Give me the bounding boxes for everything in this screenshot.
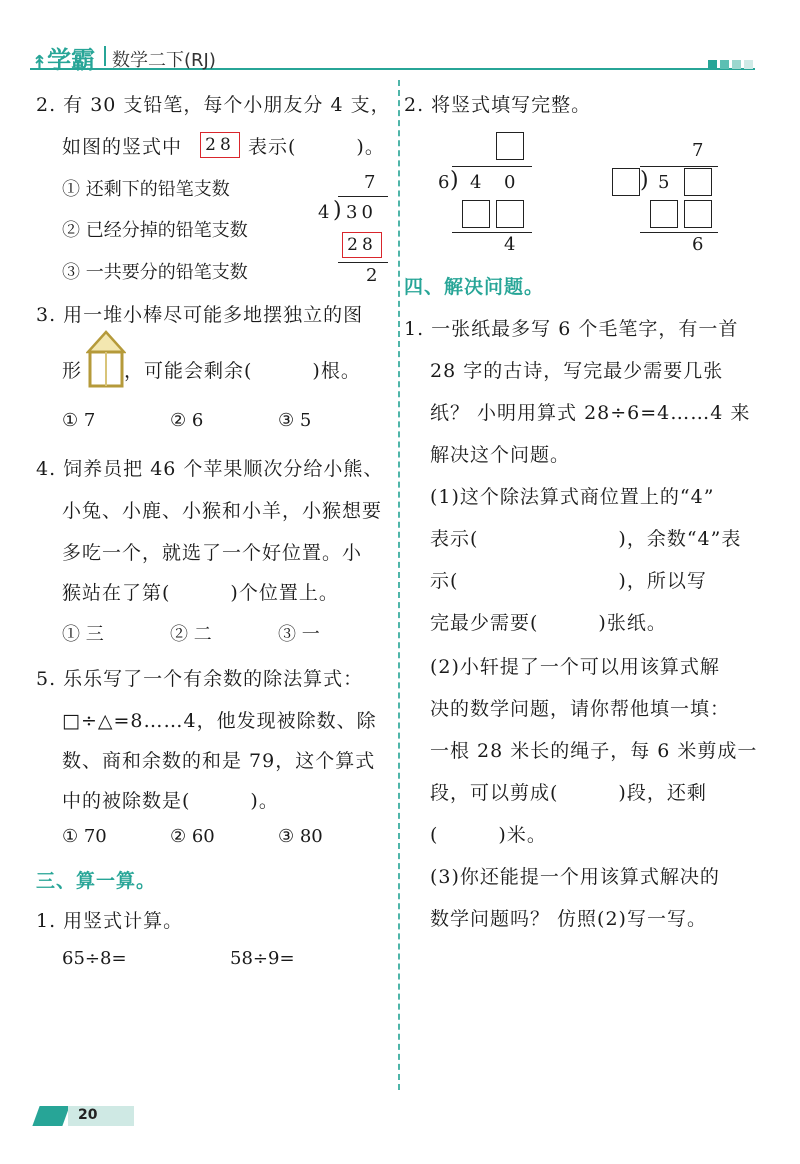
section-3-title: 三、算一算。	[36, 870, 157, 892]
right-q1-p2-line2: 决的数学问题，请你帮他填一填：	[430, 698, 731, 720]
left-q5-option-3: ③ 80	[278, 826, 323, 847]
div1-bracket: )	[450, 168, 459, 193]
div1-quotient-box[interactable]	[496, 132, 524, 160]
div-product-box: 28	[342, 232, 382, 258]
pencil-icon	[32, 1106, 69, 1126]
right-q1-p2-line4: 段，可以剪成( )段，还剩	[430, 782, 707, 804]
right-q1-line3: 纸？ 小明用算式 28÷6=4……4 来	[430, 402, 751, 424]
square-4	[744, 60, 753, 69]
div-bar	[338, 196, 388, 197]
div2-divisor-box[interactable]	[612, 168, 640, 196]
div2-quotient: 7	[692, 140, 704, 161]
square-1	[708, 60, 717, 69]
div2-remainder: 6	[692, 234, 704, 255]
div-dividend: 30	[346, 202, 377, 223]
left-q2-option-1: ① 还剩下的铅笔支数	[62, 179, 230, 200]
right-q1-p2-line5: ( )米。	[430, 824, 547, 846]
column-divider	[398, 80, 400, 1090]
div2-product-box-2[interactable]	[684, 200, 712, 228]
div1-dividend-b: 0	[504, 172, 516, 193]
left-q4-option-2: ② 二	[170, 624, 212, 645]
div-bracket: )	[333, 198, 342, 223]
brand-divider	[104, 46, 106, 66]
left-q2-option-2: ② 已经分掉的铅笔支数	[62, 220, 248, 241]
left-q3-line2-post: ，可能会剩余( )根。	[124, 360, 361, 382]
left-q3-option-1: ① 7	[62, 410, 96, 431]
left-q5-line4: 中的被除数是( )。	[62, 790, 279, 812]
left-q5-line2: □÷△=8……4，他发现被除数、除	[62, 710, 377, 732]
div1-dividend-a: 4	[470, 172, 482, 193]
right-q1-p1-line3: 示( )，所以写	[430, 570, 707, 592]
div2-bar	[640, 166, 718, 167]
expr-65-div-8: 65÷8=	[62, 948, 127, 969]
div-remainder: 2	[366, 265, 378, 286]
right-q1-line4: 解决这个问题。	[430, 444, 571, 466]
div1-bar	[452, 166, 532, 167]
right-q1-p1-line4: 完最少需要( )张纸。	[430, 612, 667, 634]
div1-remainder: 4	[504, 234, 516, 255]
div-line-2	[338, 262, 388, 263]
square-3	[732, 60, 741, 69]
left-q5-option-2: ② 60	[170, 826, 215, 847]
div-divisor: 4	[318, 202, 330, 223]
left-q2-line2-pre: 如图的竖式中	[62, 136, 183, 158]
square-2	[720, 60, 729, 69]
header	[0, 0, 800, 80]
section-4-title: 四、解决问题。	[404, 276, 545, 298]
left-q2-line1: 2. 有 30 支铅笔，每个小朋友分 4 支，	[36, 94, 391, 116]
div2-product-box-1[interactable]	[650, 200, 678, 228]
book-title: 数学二下(RJ)	[112, 50, 216, 71]
div2-dividend-box[interactable]	[684, 168, 712, 196]
div2-dividend-a: 5	[658, 172, 670, 193]
right-q1-p2-line3: 一根 28 米长的绳子，每 6 米剪成一	[430, 740, 758, 762]
left-q5-line3: 数、商和余数的和是 79，这个算式	[62, 750, 376, 772]
left-q3-option-2: ② 6	[170, 410, 204, 431]
left-q5-option-1: ① 70	[62, 826, 107, 847]
left-q4-line4: 猴站在了第( )个位置上。	[62, 582, 339, 604]
right-q2-title: 2. 将竖式填写完整。	[404, 94, 592, 116]
div1-line-2	[452, 232, 532, 233]
expr-58-div-9: 58÷9=	[230, 948, 295, 969]
left-q4-option-3: ③ 一	[278, 624, 320, 645]
left-q5-line1: 5. 乐乐写了一个有余数的除法算式：	[36, 668, 364, 690]
left-q4-line2: 小兔、小鹿、小猴和小羊，小猴想要	[62, 500, 383, 522]
left-q4-line3: 多吃一个，就选了一个好位置。小	[62, 542, 363, 564]
left-q2-line2-post: 表示( )。	[248, 136, 385, 158]
right-q1-p1-line1: (1)这个除法算式商位置上的“4”	[430, 486, 715, 508]
header-squares	[708, 54, 753, 73]
highlight-box-28: 28	[200, 132, 240, 158]
right-q1-p3-line1: (3)你还能提一个用该算式解决的	[430, 866, 720, 888]
div1-product-box-2[interactable]	[496, 200, 524, 228]
div2-line-2	[640, 232, 718, 233]
left-q3-line1: 3. 用一堆小棒尽可能多地摆独立的图	[36, 304, 364, 326]
left-q3-line2-pre: 形	[62, 360, 83, 382]
right-q1-p3-line2: 数学问题吗？ 仿照(2)写一写。	[430, 908, 707, 930]
stick-house-figure	[86, 330, 126, 392]
brand-icon: ↟	[32, 52, 48, 73]
div2-bracket: )	[640, 168, 649, 193]
div1-divisor: 6	[438, 172, 450, 193]
right-q1-p2-line1: (2)小轩提了一个可以用该算式解	[430, 656, 720, 678]
left-q4-option-1: ① 三	[62, 624, 104, 645]
brand-logo: ↟学霸	[32, 46, 96, 74]
section-3-q1: 1. 用竖式计算。	[36, 910, 184, 932]
right-q1-line2: 28 字的古诗，写完最少需要几张	[430, 360, 724, 382]
page-number: 20	[78, 1107, 98, 1123]
div1-product-box-1[interactable]	[462, 200, 490, 228]
right-q1-p1-line2: 表示( )，余数“4”表	[430, 528, 742, 550]
div-quotient: 7	[364, 172, 376, 193]
left-q3-option-3: ③ 5	[278, 410, 312, 431]
left-q2-option-3: ③ 一共要分的铅笔支数	[62, 262, 248, 283]
left-q4-line1: 4. 饲养员把 46 个苹果顺次分给小熊、	[36, 458, 384, 480]
right-q1-line1: 1. 一张纸最多写 6 个毛笔字，有一首	[404, 318, 739, 340]
